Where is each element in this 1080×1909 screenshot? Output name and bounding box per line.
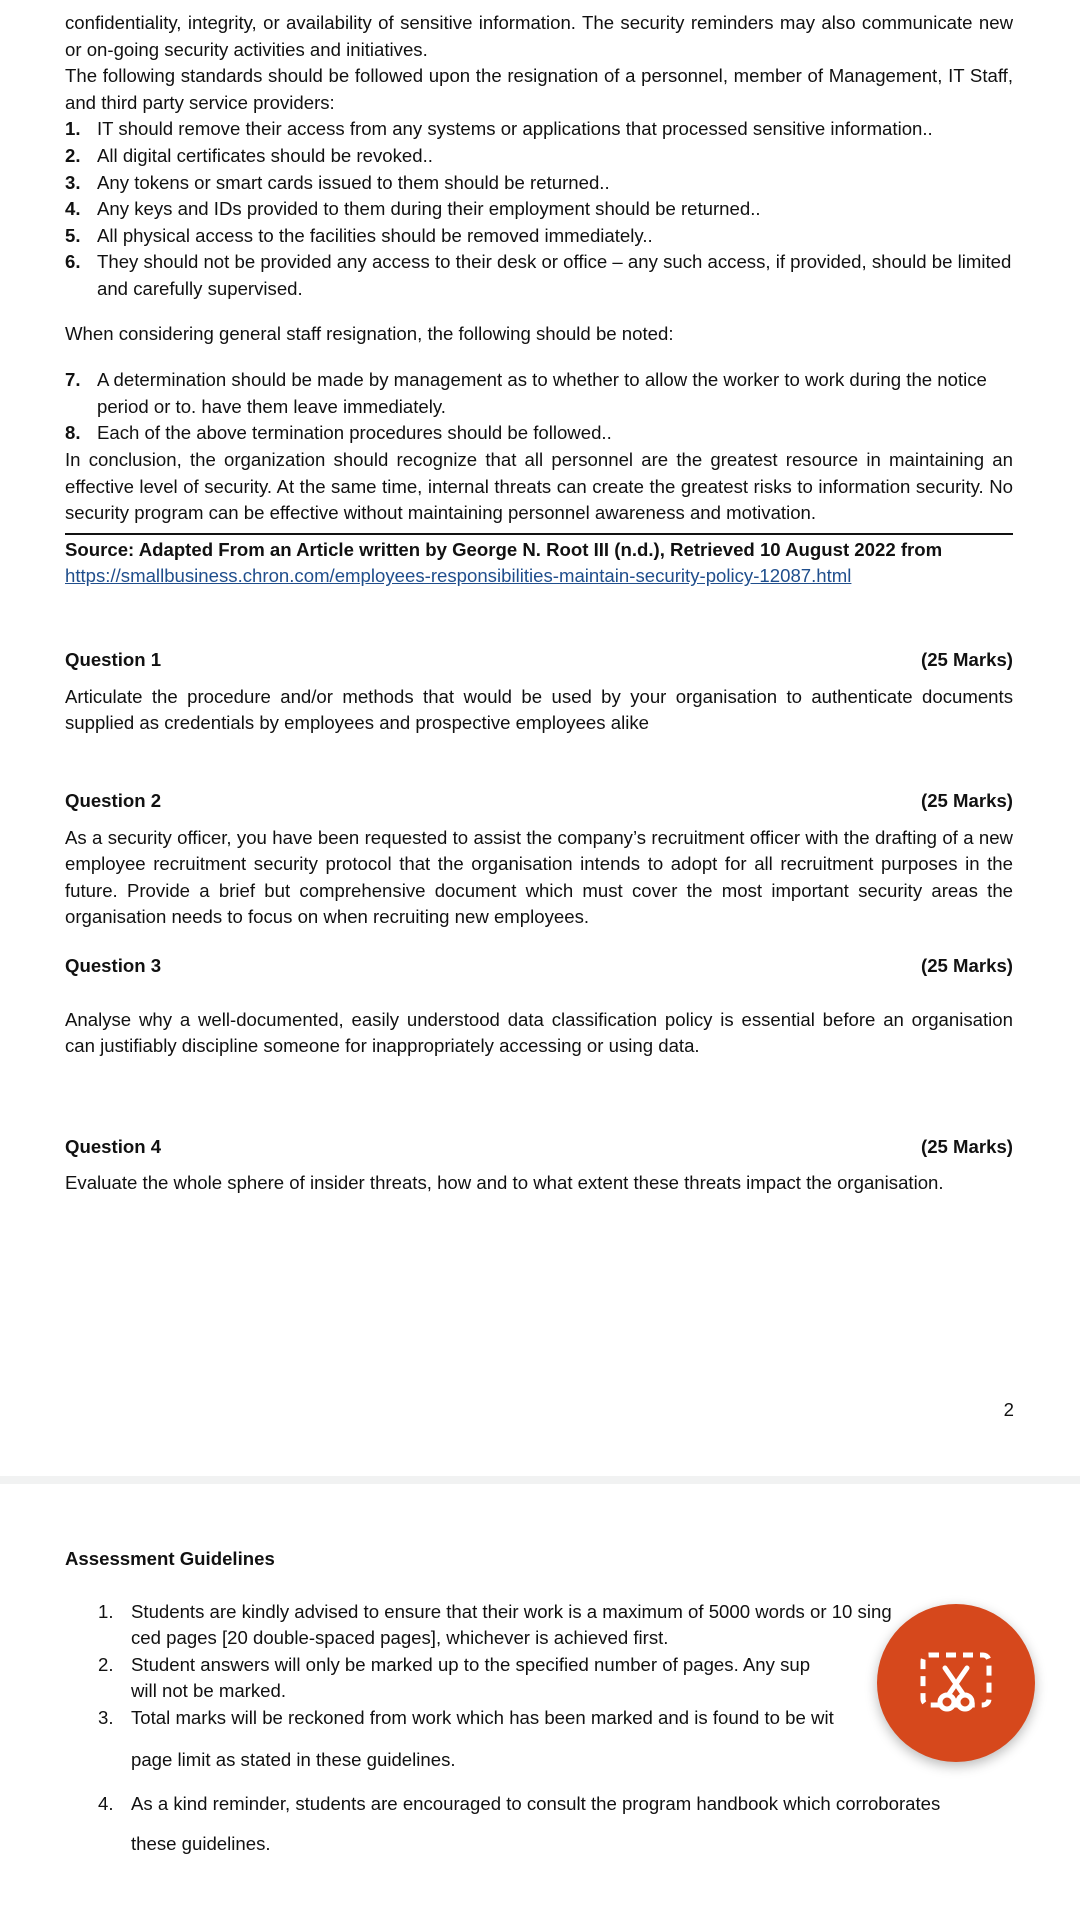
page-2-body <box>65 1546 1013 1864</box>
source-citation: Source: Adapted From an Article written by George N. Root III (n.d.), Retrieved 10 August 2022 from <box>65 538 943 560</box>
page-1-body <box>65 10 1013 590</box>
question-text: Evaluate the whole sphere of insider threats, how and to what extent these threats impact the organisation. <box>65 1171 944 1193</box>
resignation-standards-list <box>65 116 1013 302</box>
list-item: 3. Any tokens or smart cards issued to them should be returned.. <box>65 171 610 193</box>
conclusion-paragraph: In conclusion, the organization should recognize that all personnel are the greatest resource in maintaining an effective level of security. At the same time, internal threats can create the greatest risks to information security. No security program can be effective without maintaining personnel awareness and motivation. <box>65 448 1013 524</box>
question-title: Question 4 <box>65 1136 162 1157</box>
list-item: 3. Total marks will be reckoned from work which has been marked and is found to be wit page limit as stated in these guidelines. <box>98 1706 834 1770</box>
page-number: 2 <box>1003 1399 1014 1420</box>
screenshot-fab-button[interactable] <box>877 1604 1035 1762</box>
screenshot-scissors-icon <box>918 1650 994 1716</box>
question-marks: (25 Marks) <box>921 955 1013 976</box>
list-item: 2. Student answers will only be marked up to the specified number of pages. Any sup will not be marked. <box>98 1653 811 1702</box>
question-2 <box>65 788 1013 931</box>
guidelines-heading: Assessment Guidelines <box>65 1548 275 1569</box>
question-title: Question 2 <box>65 790 162 811</box>
question-1 <box>65 647 1013 737</box>
guidelines-list <box>65 1599 1013 1864</box>
question-3 <box>65 953 1013 1060</box>
intro-paragraph-2: The following standards should be followed upon the resignation of a personnel, member of Management, IT Staff, and third party service providers: <box>65 65 1013 113</box>
list-item: 1. IT should remove their access from any systems or applications that processed sensitive information.. <box>65 118 933 140</box>
question-text: As a security officer, you have been requested to assist the company’s recruitment officer with the drafting of a new employee recruitment security protocol that the organisation intends to adopt for all recruitment purposes in the future. Provide a brief but comprehensive document which must cover the most important security areas the organisation needs to focus on when recruiting new employees. <box>65 826 1013 928</box>
list-item: 6. They should not be provided any access to their desk or office – any such access, if provided, should be limited and carefully supervised. <box>65 251 1012 299</box>
resignation-intro: When considering general staff resignation, the following should be noted: <box>65 322 674 344</box>
question-4 <box>65 1134 1013 1196</box>
list-item: 2. All digital certificates should be revoked.. <box>65 144 433 166</box>
source-link[interactable]: https://smallbusiness.chron.com/employees-responsibilities-maintain-security-policy-12087.html <box>65 565 852 587</box>
source-section <box>65 533 1013 590</box>
list-item: 7. A determination should be made by management as to whether to allow the worker to work during the notice period or to. have them leave immediately. <box>65 369 987 417</box>
list-item: 5. All physical access to the facilities should be removed immediately.. <box>65 224 653 246</box>
question-text: Articulate the procedure and/or methods that would be used by your organisation to authenticate documents supplied as credentials by employees and prospective employees alike <box>65 685 1013 734</box>
question-marks: (25 Marks) <box>921 1136 1013 1157</box>
list-item: 8. Each of the above termination procedures should be followed.. <box>65 422 612 444</box>
page-separator <box>0 1476 1080 1484</box>
question-title: Question 3 <box>65 955 162 976</box>
question-marks: (25 Marks) <box>921 790 1013 811</box>
list-item: 1. Students are kindly advised to ensure that their work is a maximum of 5000 words or 10 sing ced pages [20 double-spaced pages], whichever is achieved first. <box>98 1600 892 1649</box>
list-item: 4. Any keys and IDs provided to them during their employment should be returned.. <box>65 198 761 220</box>
intro-paragraph-1: confidentiality, integrity, or availability of sensitive information. The security reminders may also communicate new or on-going security activities and initiatives. <box>65 12 1013 60</box>
question-title: Question 1 <box>65 649 162 670</box>
list-item: 4. As a kind reminder, students are encouraged to consult the program handbook which corroborates these guidelines. <box>98 1792 941 1854</box>
question-text: Analyse why a well-documented, easily understood data classification policy is essential before an organisation can justifiably discipline someone for inappropriately accessing or using data. <box>65 1008 1013 1057</box>
resignation-notes-list <box>65 367 1013 447</box>
question-marks: (25 Marks) <box>921 649 1013 670</box>
